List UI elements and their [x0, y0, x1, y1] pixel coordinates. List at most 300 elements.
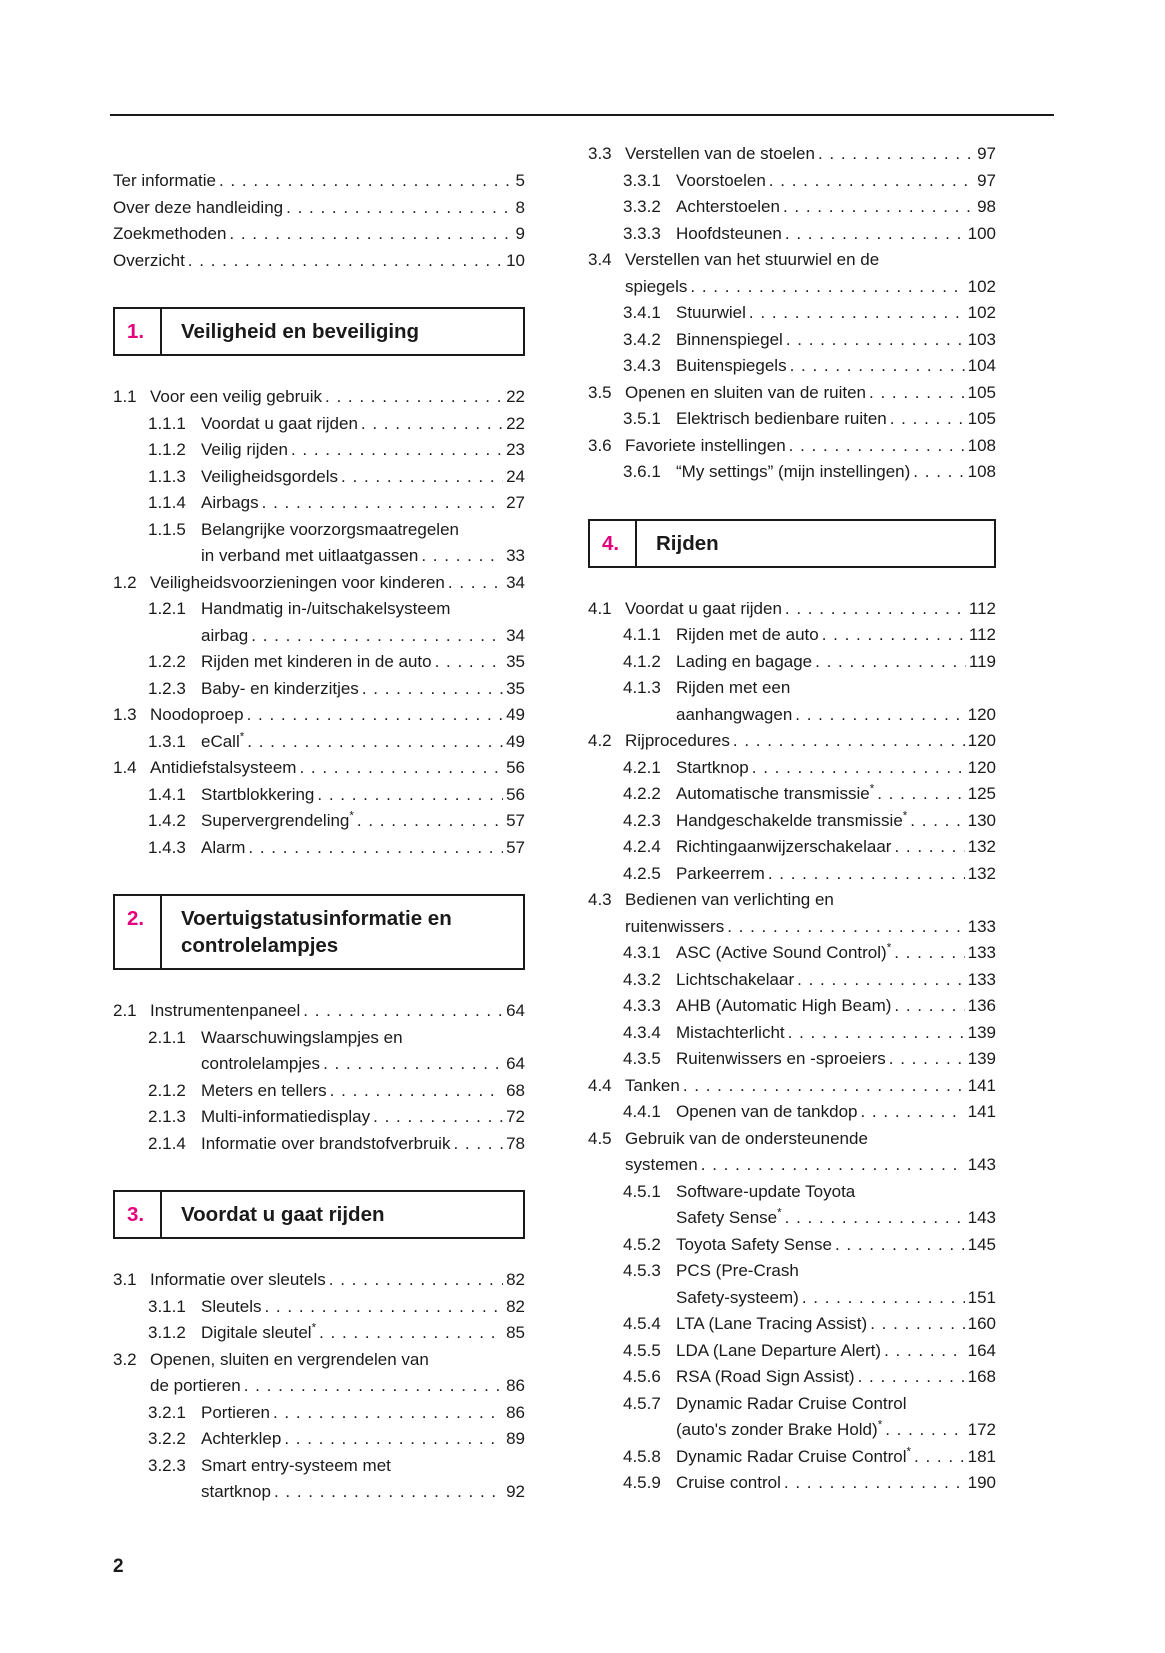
dot-leader	[885, 1417, 964, 1444]
entry-label: AHB (Automatic High Beam)	[676, 996, 892, 1015]
toc-entry	[588, 380, 996, 407]
entry-line	[201, 1400, 525, 1427]
toc-entry	[113, 221, 525, 248]
entry-label: ruitenwissers	[625, 916, 725, 936]
entry-label: Rijden met een	[676, 678, 791, 697]
entry-label: Overzicht	[113, 250, 185, 270]
toc-entry	[113, 1104, 525, 1131]
entry-page-number: 102	[967, 303, 996, 322]
entry-label: Ter informatie	[113, 171, 216, 190]
dot-leader	[822, 622, 966, 649]
entry-label: Dynamic Radar Cruise Control	[676, 1393, 907, 1413]
entry-label: spiegels	[625, 276, 688, 296]
dot-leader	[860, 1099, 964, 1126]
entry-number: 3.3.2	[623, 197, 661, 216]
entry-label: Supervergrendeling*	[201, 810, 354, 830]
entry-page-number: 97	[977, 170, 996, 190]
entry-label: aanhangwagen	[676, 704, 793, 724]
entry-label: Rijden met de auto	[676, 625, 819, 644]
entry-number: 4.5	[588, 1128, 612, 1148]
entry-line	[625, 247, 996, 274]
dot-leader	[330, 1078, 503, 1105]
toc-entry	[588, 1232, 996, 1259]
entry-label: Mistachterlicht	[676, 1022, 785, 1042]
entry-label: Over deze handleiding	[113, 197, 284, 217]
toc-entry	[113, 168, 525, 195]
header-rule	[110, 114, 1054, 116]
entry-label: Gebruik van de ondersteunende	[625, 1128, 868, 1148]
entry-line	[676, 1444, 996, 1471]
entry-body	[113, 248, 525, 275]
toc-entry	[588, 834, 996, 861]
toc-entry	[588, 1020, 996, 1047]
entry-number: 4.5.4	[623, 1314, 661, 1333]
entry-body	[676, 1470, 996, 1497]
entry-page-number: 56	[506, 758, 525, 777]
entry-number: 3.4.3	[623, 356, 661, 375]
entry-label: “My settings” (mijn instellingen)	[676, 462, 911, 481]
entry-number: 4.3.2	[623, 969, 661, 989]
entry-line	[676, 1285, 996, 1312]
toc-entry	[113, 755, 525, 782]
dot-leader	[317, 782, 503, 809]
section-title	[162, 309, 433, 354]
dot-leader	[818, 141, 974, 168]
entry-line	[201, 835, 525, 862]
toc-entry	[113, 490, 525, 517]
entry-number: 1.4	[113, 758, 137, 777]
entry-body	[676, 459, 996, 486]
entry-number: 3.2	[113, 1349, 137, 1369]
entry-number: 1.4.1	[148, 784, 186, 804]
dot-leader	[188, 248, 503, 275]
section-number: 3.	[115, 1192, 162, 1237]
entry-page-number: 57	[506, 811, 525, 830]
toc-entry	[588, 1179, 996, 1232]
dot-leader	[244, 1373, 503, 1400]
entry-body	[625, 380, 996, 407]
toc-entry	[588, 1126, 996, 1179]
entry-label: systemen	[625, 1155, 698, 1174]
entry-page-number: 181	[967, 1446, 996, 1466]
entry-body	[201, 596, 525, 649]
dot-leader	[299, 755, 503, 782]
dot-leader	[769, 168, 974, 195]
entry-page-number: 82	[506, 1270, 525, 1289]
dot-leader	[690, 274, 964, 301]
entry-line	[676, 622, 996, 649]
dot-leader	[274, 1479, 503, 1506]
entry-label: Voordat u gaat rijden	[625, 598, 782, 618]
entry-page-number: 164	[967, 1340, 996, 1360]
entry-label: Ruitenwissers en -sproeiers	[676, 1049, 886, 1068]
entry-number: 3.1	[113, 1270, 137, 1289]
entry-page-number: 160	[967, 1314, 996, 1333]
toc-entry	[588, 1391, 996, 1444]
entry-page-number: 141	[967, 1102, 996, 1121]
toc-entry	[113, 1320, 525, 1347]
entry-body	[676, 353, 996, 380]
entry-label: Noodoproep	[150, 705, 244, 724]
entry-line	[201, 1025, 525, 1052]
entry-line	[625, 887, 996, 914]
entry-number: 1.1.2	[148, 440, 186, 459]
entry-body	[201, 835, 525, 862]
entry-body	[676, 1099, 996, 1126]
dot-leader	[247, 702, 504, 729]
entry-label: Toyota Safety Sense	[676, 1234, 832, 1254]
entry-number: 1.3.1	[148, 731, 186, 751]
section-title	[162, 896, 466, 968]
toc-entry	[588, 1364, 996, 1391]
entry-line	[676, 327, 996, 354]
entry-label: Verstellen van het stuurwiel en de	[625, 250, 880, 269]
entry-page-number: 24	[506, 466, 525, 486]
entry-number: 4.5.2	[623, 1234, 661, 1254]
entry-page-number: 120	[967, 757, 996, 777]
entry-body	[150, 1347, 525, 1400]
entry-body	[676, 1179, 996, 1232]
dot-leader	[229, 221, 512, 248]
toc-entry	[588, 194, 996, 221]
toc-entry	[588, 808, 996, 835]
entry-label: Buitenspiegels	[676, 356, 787, 375]
entry-page-number: 56	[506, 784, 525, 804]
entry-body	[676, 194, 996, 221]
toc-entry	[113, 702, 525, 729]
toc-entry	[588, 459, 996, 486]
entry-body	[201, 1453, 525, 1506]
entry-number: 4.5.3	[623, 1261, 661, 1280]
entry-line	[676, 808, 996, 835]
entry-line	[150, 570, 525, 597]
toc-entry	[588, 940, 996, 967]
entry-page-number: 49	[506, 731, 525, 751]
entry-line	[625, 141, 996, 168]
entry-line	[625, 380, 996, 407]
entry-body	[676, 808, 996, 835]
entry-page-number: 85	[506, 1323, 525, 1342]
entry-label: Startknop	[676, 757, 749, 777]
entry-label: Sleutels	[201, 1296, 262, 1316]
entry-page-number: 102	[967, 276, 996, 296]
toc-column-left	[113, 141, 525, 1506]
dot-leader	[248, 835, 503, 862]
entry-label: Bedienen van verlichting en	[625, 890, 834, 909]
entry-page-number: 133	[967, 969, 996, 989]
entry-number: 3.3.1	[623, 170, 661, 190]
entry-number: 3.3	[588, 144, 612, 163]
entry-number: 2.1.3	[148, 1107, 186, 1126]
toc-entry	[113, 1131, 525, 1158]
entry-number: 1.1.5	[148, 519, 186, 539]
toc-entry	[588, 1338, 996, 1365]
entry-number: 1.3	[113, 705, 137, 724]
entry-line	[676, 1391, 996, 1418]
entry-page-number: 168	[967, 1367, 996, 1386]
entry-line	[676, 755, 996, 782]
entry-body	[625, 728, 996, 755]
section-header	[113, 307, 525, 356]
entry-label: airbag	[201, 625, 249, 645]
section-number: 2.	[115, 896, 162, 968]
entry-line	[201, 1426, 525, 1453]
footnote-asterisk: *	[239, 730, 245, 743]
entry-page-number: 105	[967, 409, 996, 428]
entry-line	[676, 781, 996, 808]
entry-page-number: 125	[967, 784, 996, 803]
entry-number: 1.1.3	[148, 466, 186, 486]
entry-line	[201, 1078, 525, 1105]
entry-line	[113, 248, 525, 275]
entry-label: Belangrijke voorzorgsmaatregelen	[201, 519, 459, 539]
toc-entry	[113, 1078, 525, 1105]
entry-number: 1.1.4	[148, 493, 186, 512]
entry-label: Hoofdsteunen	[676, 223, 782, 243]
entry-body	[676, 649, 996, 676]
dot-leader	[785, 1205, 965, 1232]
entry-page-number: 141	[967, 1075, 996, 1095]
entry-page-number: 143	[967, 1208, 996, 1227]
entry-line	[201, 1294, 525, 1321]
entry-label: eCall*	[201, 730, 245, 751]
dot-leader	[768, 861, 965, 888]
entry-body	[113, 195, 525, 222]
entry-body	[201, 437, 525, 464]
toc-entry	[588, 406, 996, 433]
entry-number: 4.5.6	[623, 1367, 661, 1386]
toc-entry	[588, 1258, 996, 1311]
entry-label: Multi-informatiedisplay	[201, 1107, 371, 1126]
entry-label: in verband met uitlaatgassen	[201, 546, 419, 565]
toc-entry	[588, 1099, 996, 1126]
entry-number: 4.4.1	[623, 1102, 661, 1121]
entry-label: Baby- en kinderzitjes	[201, 678, 359, 698]
entry-label: ASC (Active Sound Control)*	[676, 942, 892, 962]
toc-entry	[588, 1046, 996, 1073]
toc-entry	[588, 327, 996, 354]
entry-page-number: 35	[506, 678, 525, 698]
entry-label: Cruise control	[676, 1473, 781, 1492]
entry-number: 4.3	[588, 890, 612, 909]
dot-leader	[784, 1470, 965, 1497]
section-header	[113, 894, 525, 970]
dot-leader	[788, 1020, 965, 1047]
entry-line	[150, 1373, 525, 1400]
entry-label: Favoriete instellingen	[625, 435, 786, 455]
entry-label: Elektrisch bedienbare ruiten	[676, 409, 887, 428]
entry-number: 3.2.2	[148, 1429, 186, 1448]
toc-entry	[113, 998, 525, 1025]
entry-page-number: 112	[968, 625, 996, 644]
entry-page-number: 9	[515, 224, 525, 243]
entry-line	[676, 1258, 996, 1285]
entry-body	[150, 384, 525, 411]
entry-number: 1.4.3	[148, 837, 186, 857]
toc-entry	[588, 1444, 996, 1471]
footnote-asterisk: *	[877, 1419, 883, 1432]
entry-body	[150, 998, 525, 1025]
dot-leader	[264, 1294, 503, 1321]
section-header	[113, 1190, 525, 1239]
dot-leader	[373, 1104, 503, 1131]
entry-body	[201, 1131, 525, 1158]
entry-line	[150, 1267, 525, 1294]
entry-label: LDA (Lane Departure Alert)	[676, 1340, 882, 1360]
toc-entry	[113, 835, 525, 862]
entry-body	[625, 1126, 996, 1179]
entry-page-number: 97	[977, 144, 996, 163]
dot-leader	[683, 1073, 965, 1100]
entry-body	[201, 729, 525, 756]
entry-body	[676, 1338, 996, 1365]
entry-body	[201, 1104, 525, 1131]
entry-body	[676, 781, 996, 808]
toc-entry	[588, 1311, 996, 1338]
entry-label: de portieren	[150, 1376, 241, 1395]
entry-label: Software-update Toyota	[676, 1181, 856, 1201]
toc-entry	[588, 247, 996, 300]
entry-body	[676, 1311, 996, 1338]
entry-label: Informatie over sleutels	[150, 1270, 326, 1289]
entry-label: startknop	[201, 1482, 271, 1501]
entry-line	[201, 1453, 525, 1480]
entry-page-number: 112	[968, 598, 996, 618]
entry-body	[201, 1400, 525, 1427]
entry-line	[676, 1417, 996, 1444]
entry-body	[676, 1020, 996, 1047]
entry-label: Veilig rijden	[201, 440, 288, 459]
dot-leader	[786, 327, 965, 354]
entry-line	[201, 437, 525, 464]
entry-body	[201, 1426, 525, 1453]
entry-line	[201, 1131, 525, 1158]
entry-body	[150, 1267, 525, 1294]
entry-page-number: 136	[967, 996, 996, 1015]
entry-page-number: 143	[967, 1155, 996, 1174]
dot-leader	[890, 406, 965, 433]
entry-page-number: 34	[506, 572, 525, 592]
toc-entry	[113, 1294, 525, 1321]
entry-line	[201, 1051, 525, 1078]
entry-body	[625, 433, 996, 460]
entry-body	[625, 887, 996, 940]
entry-body	[201, 464, 525, 491]
toc-entry	[588, 168, 996, 195]
entry-body	[676, 1258, 996, 1311]
entry-label: Openen en sluiten van de ruiten	[625, 382, 867, 402]
entry-label: Meters en tellers	[201, 1080, 327, 1100]
entry-line	[150, 755, 525, 782]
dot-leader	[785, 221, 965, 248]
dot-leader	[877, 781, 964, 808]
entry-body	[676, 1391, 996, 1444]
entry-page-number: 104	[967, 356, 996, 375]
dot-leader	[869, 380, 965, 407]
section-header	[588, 519, 996, 568]
entry-line	[201, 782, 525, 809]
entry-page-number: 34	[506, 625, 525, 645]
entry-number: 3.1.1	[148, 1296, 186, 1316]
entry-line	[676, 967, 996, 994]
toc-entry	[113, 649, 525, 676]
dot-leader	[262, 490, 503, 517]
dot-leader	[884, 1338, 965, 1365]
entry-line	[676, 649, 996, 676]
entry-line	[676, 353, 996, 380]
toc-entry	[113, 384, 525, 411]
entry-number: 4.2	[588, 731, 612, 750]
entry-page-number: 120	[967, 731, 996, 750]
footnote-asterisk: *	[886, 942, 892, 955]
entry-line	[625, 1152, 996, 1179]
entry-line	[625, 728, 996, 755]
section-title-line: Voordat u gaat rijden	[181, 1203, 385, 1226]
entry-label: Startblokkering	[201, 784, 315, 804]
entry-line	[676, 861, 996, 888]
dot-leader	[329, 1267, 503, 1294]
entry-body	[676, 993, 996, 1020]
entry-page-number: 100	[967, 223, 996, 243]
footnote-asterisk: *	[869, 783, 875, 796]
entry-page-number: 151	[967, 1287, 996, 1307]
entry-number: 2.1.2	[148, 1080, 186, 1100]
section-title	[637, 521, 733, 566]
entry-body	[676, 1364, 996, 1391]
dot-leader	[323, 1051, 503, 1078]
entry-line	[676, 940, 996, 967]
entry-body	[676, 967, 996, 994]
entry-body	[676, 327, 996, 354]
footnote-asterisk: *	[906, 1445, 912, 1458]
entry-label: Handmatig in-/uitschakelsysteem	[201, 599, 451, 618]
entry-page-number: 132	[967, 863, 996, 883]
entry-label: Voorstoelen	[676, 170, 766, 190]
entry-line	[676, 1179, 996, 1206]
toc-entry	[113, 1025, 525, 1078]
entry-label: Waarschuwingslampjes en	[201, 1027, 403, 1047]
entry-number: 4.3.4	[623, 1022, 661, 1042]
entry-number: 3.4	[588, 250, 612, 269]
entry-page-number: 132	[967, 837, 996, 856]
footnote-asterisk: *	[311, 1322, 317, 1335]
entry-line	[201, 1104, 525, 1131]
entry-body	[201, 676, 525, 703]
toc-entry	[588, 622, 996, 649]
toc-entry	[588, 221, 996, 248]
entry-number: 1.4.2	[148, 811, 186, 830]
entry-line	[625, 433, 996, 460]
dot-leader	[362, 676, 503, 703]
entry-label: Tanken	[625, 1075, 680, 1095]
entry-label: Rijden met kinderen in de auto	[201, 652, 432, 671]
entry-page-number: 119	[968, 651, 996, 671]
toc-entry	[588, 353, 996, 380]
entry-page-number: 130	[967, 810, 996, 830]
dot-leader	[291, 437, 503, 464]
dot-leader	[421, 543, 503, 570]
entry-body	[676, 221, 996, 248]
entry-line	[625, 1073, 996, 1100]
entry-body	[676, 861, 996, 888]
dot-leader	[319, 1320, 503, 1347]
entry-label: Stuurwiel	[676, 303, 746, 322]
entry-label: RSA (Road Sign Assist)	[676, 1367, 855, 1386]
toc-content	[113, 141, 996, 1506]
entry-label: Voor een veilig gebruik	[150, 387, 323, 406]
entry-body	[676, 940, 996, 967]
entry-number: 4.5.5	[623, 1340, 661, 1360]
